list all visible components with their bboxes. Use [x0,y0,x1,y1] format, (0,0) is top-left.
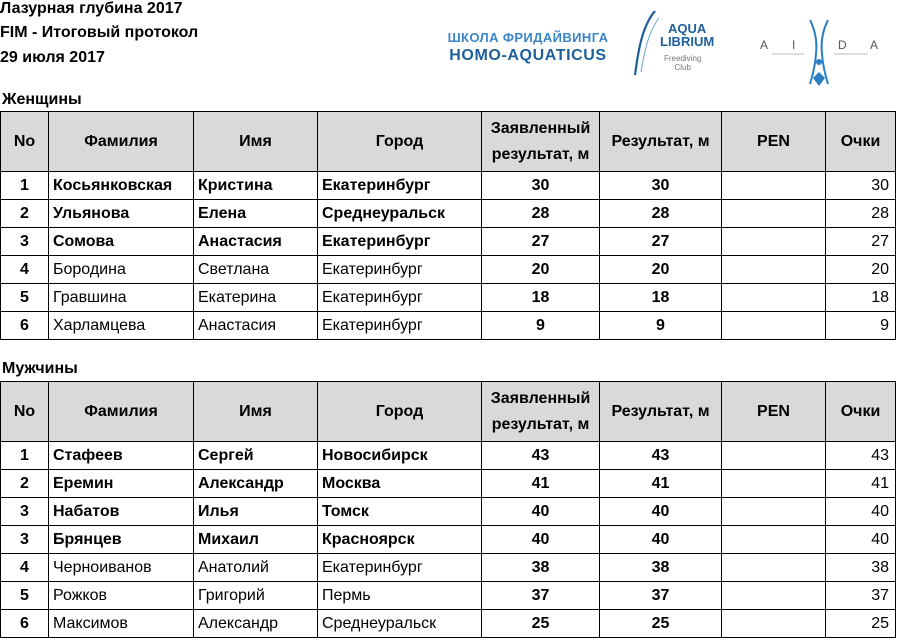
column-header: Фамилия [49,382,194,442]
column-header: PEN [722,382,826,442]
cell-declared: 30 [482,172,600,200]
cell-last-name: Набатов [49,498,194,526]
cell-points: 20 [826,256,896,284]
column-header: No [1,112,49,172]
cell-city: Среднеуральск [318,610,482,638]
cell-first-name: Михаил [194,526,318,554]
cell-result: 28 [600,200,722,228]
librium-text: LIBRIUM [660,34,715,49]
section-title-women: Женщины [2,91,82,108]
cell-city: Пермь [318,582,482,610]
cell-no: 3 [1,498,49,526]
cell-declared: 40 [482,526,600,554]
column-header: Город [318,382,482,442]
cell-first-name: Александр [194,610,318,638]
table-row [1,284,896,312]
cell-first-name: Елена [194,200,318,228]
men-results-table [0,381,896,638]
cell-first-name: Илья [194,498,318,526]
cell-declared: 20 [482,256,600,284]
header-row [1,112,896,172]
cell-no: 2 [1,200,49,228]
cell-result: 41 [600,470,722,498]
cell-result: 27 [600,228,722,256]
cell-last-name: Харламцева [49,312,194,340]
cell-declared: 28 [482,200,600,228]
cell-last-name: Стафеев [49,442,194,470]
cell-pen [722,172,826,200]
cell-pen [722,470,826,498]
cell-points: 18 [826,284,896,312]
table-row [1,610,896,638]
aida-letter: D [838,38,848,52]
column-header: Заявленный результат, м [482,112,600,172]
cell-no: 6 [1,312,49,340]
cell-result: 40 [600,498,722,526]
table-row [1,470,896,498]
column-header: Город [318,112,482,172]
cell-no: 3 [1,526,49,554]
cell-result: 38 [600,554,722,582]
cell-last-name: Косьянковская [49,172,194,200]
cell-points: 40 [826,498,896,526]
cell-pen [722,526,826,554]
cell-pen [722,610,826,638]
column-header: No [1,382,49,442]
cell-points: 28 [826,200,896,228]
cell-result: 20 [600,256,722,284]
cell-no: 1 [1,442,49,470]
table-row [1,554,896,582]
column-header: Имя [194,112,318,172]
cell-result: 40 [600,526,722,554]
cell-first-name: Сергей [194,442,318,470]
cell-first-name: Анастасия [194,228,318,256]
table-row [1,256,896,284]
cell-city: Екатеринбург [318,312,482,340]
cell-pen [722,284,826,312]
table-row [1,442,896,470]
column-header: Фамилия [49,112,194,172]
table-row [1,228,896,256]
cell-result: 43 [600,442,722,470]
cell-no: 5 [1,284,49,312]
cell-no: 6 [1,610,49,638]
column-header: Очки [826,112,896,172]
protocol-title: FIM - Итоговый протокол [0,24,199,41]
cell-first-name: Кристина [194,172,318,200]
header-row [1,382,896,442]
club-text: Club [674,63,691,72]
column-header: PEN [722,112,826,172]
cell-last-name: Максимов [49,610,194,638]
cell-declared: 18 [482,284,600,312]
cell-points: 9 [826,312,896,340]
aida-letter: A [870,38,880,52]
cell-city: Екатеринбург [318,172,482,200]
cell-first-name: Александр [194,470,318,498]
cell-points: 27 [826,228,896,256]
cell-last-name: Гравшина [49,284,194,312]
table-row [1,582,896,610]
cell-last-name: Брянцев [49,526,194,554]
cell-no: 4 [1,554,49,582]
cell-points: 25 [826,610,896,638]
cell-pen [722,256,826,284]
cell-points: 30 [826,172,896,200]
cell-declared: 27 [482,228,600,256]
cell-result: 30 [600,172,722,200]
table-row [1,526,896,554]
cell-no: 2 [1,470,49,498]
cell-first-name: Григорий [194,582,318,610]
aqua-text: AQUA [667,21,707,36]
cell-pen [722,312,826,340]
cell-city: Екатеринбург [318,554,482,582]
cell-no: 1 [1,172,49,200]
cell-no: 5 [1,582,49,610]
cell-pen [722,498,826,526]
table-row [1,498,896,526]
cell-city: Екатеринбург [318,228,482,256]
cell-points: 37 [826,582,896,610]
cell-declared: 38 [482,554,600,582]
wave-stroke-icon [622,8,662,80]
cell-declared: 9 [482,312,600,340]
cell-points: 38 [826,554,896,582]
aida-letter: I [792,38,797,52]
women-results-table [0,111,896,340]
diver-icon [752,14,888,86]
homo-aquaticus-logo [446,30,610,65]
table-row [1,172,896,200]
cell-city: Томск [318,498,482,526]
cell-city: Среднеуральск [318,200,482,228]
cell-last-name: Черноиванов [49,554,194,582]
cell-last-name: Бородина [49,256,194,284]
column-header: Очки [826,382,896,442]
column-header: Результат, м [600,382,722,442]
cell-result: 18 [600,284,722,312]
cell-points: 43 [826,442,896,470]
cell-declared: 43 [482,442,600,470]
aqua-librium-logo [622,8,732,80]
event-title: Лазурная глубина 2017 [0,0,183,17]
table-row [1,200,896,228]
cell-no: 3 [1,228,49,256]
event-date: 29 июля 2017 [0,49,105,66]
column-header: Результат, м [600,112,722,172]
aida-logo [752,14,888,86]
cell-declared: 37 [482,582,600,610]
cell-declared: 41 [482,470,600,498]
cell-pen [722,554,826,582]
cell-no: 4 [1,256,49,284]
cell-city: Екатеринбург [318,284,482,312]
aida-letter: A [760,38,770,52]
cell-points: 40 [826,526,896,554]
column-header: Заявленный результат, м [482,382,600,442]
cell-pen [722,200,826,228]
cell-result: 25 [600,610,722,638]
cell-last-name: Еремин [49,470,194,498]
cell-city: Екатеринбург [318,256,482,284]
section-title-men: Мужчины [2,360,78,377]
cell-points: 41 [826,470,896,498]
column-header: Имя [194,382,318,442]
cell-first-name: Анатолий [194,554,318,582]
school-logo-line1: ШКОЛА ФРИДАЙВИНГА [447,30,609,45]
cell-city: Красноярск [318,526,482,554]
freediving-text: Freediving [664,54,702,63]
table-row [1,312,896,340]
cell-pen [722,228,826,256]
cell-declared: 40 [482,498,600,526]
cell-pen [722,442,826,470]
school-logo-line2: HOMO-AQUATICUS [449,47,607,64]
cell-result: 9 [600,312,722,340]
cell-city: Новосибирск [318,442,482,470]
cell-result: 37 [600,582,722,610]
cell-declared: 25 [482,610,600,638]
cell-last-name: Сомова [49,228,194,256]
cell-city: Москва [318,470,482,498]
cell-pen [722,582,826,610]
cell-last-name: Ульянова [49,200,194,228]
cell-first-name: Светлана [194,256,318,284]
cell-last-name: Рожков [49,582,194,610]
cell-first-name: Анастасия [194,312,318,340]
cell-first-name: Екатерина [194,284,318,312]
